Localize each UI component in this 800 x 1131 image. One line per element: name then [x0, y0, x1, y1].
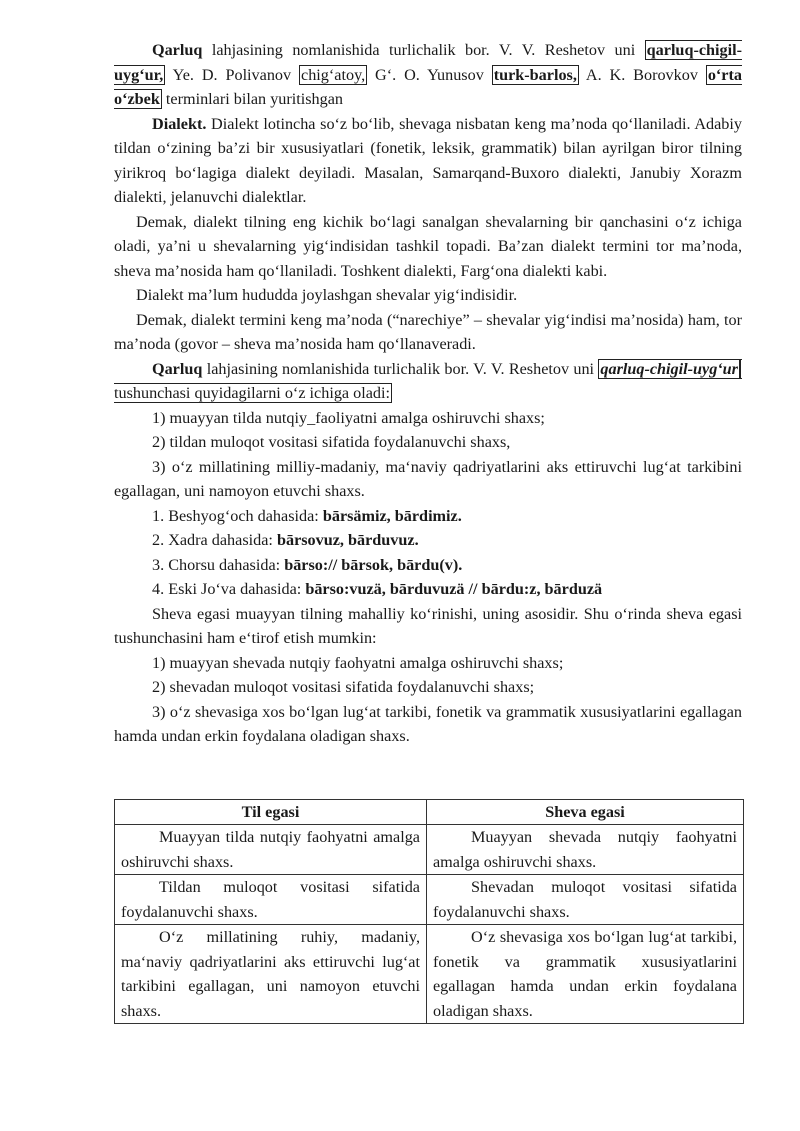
table-cell: Muayyan tilda nutqiy faohyatni amalga oshiruvchi shaxs.	[115, 825, 427, 875]
paragraph-sheva-egasi: Sheva egasi muayyan tilning mahalliy ko‘rinishi, uning asosidir. Shu o‘rinda sheva egasi tushunchasini ham e‘tirof etish mumkin:	[114, 604, 742, 647]
table-header-row	[115, 799, 744, 825]
table-row	[115, 825, 744, 875]
spacer	[114, 749, 742, 799]
dialect-example: 2. Xadra dahasida: bārsovuz, bārduvuz.	[152, 531, 419, 549]
table-row	[115, 925, 744, 1024]
paragraph-dialekt-definition: Dialekt. Dialekt lotincha so‘z bo‘lib, shevaga nisbatan keng ma’noda qo‘llaniladi. Adabiy tildan o‘zining ba’zi bir xususiyatlari (fonetik, leksik, grammatik) bilan ayrilgan biror tilning yirikroq bo‘lagiga dialekt deyiladi. Masalan, Samarqand-Buxoro dialekti, Janubiy Xorazm dialekti, jelanuvchi dialektlar.	[114, 114, 742, 206]
table-row	[115, 875, 744, 925]
boxed-term-chigatoy: chig‘atoy,	[301, 65, 366, 84]
list-item: 1) muayyan shevada nutqiy faohyatni amalga oshiruvchi shaxs;	[152, 653, 564, 672]
term-dialekt: Dialekt.	[152, 114, 207, 133]
paragraph-qarluq-tushunchasi: Qarluq lahjasining nomlanishida turlichalik bor. V. V. Reshetov uni qarluq-chigil-uyg‘ur tushunchasi quyidagilarni o‘z ichiga oladi:	[114, 357, 742, 406]
boxed-term-qarluq-chigil-uygur-2: qarluq-chigil-uyg‘ur	[600, 359, 738, 378]
boxed-term-orta-ozbek: o‘rta o‘zbek	[114, 65, 742, 108]
table-header-til-egasi: Til egasi	[115, 799, 427, 825]
boxed-term-qarluq-chigil-uygur: qarluq-chigil-uyg‘ur,	[114, 41, 742, 84]
dialect-example: 4. Eski Jo‘va dahasida: bārso:vuzä, bārduvuzä // bārdu:z, bārduzä	[152, 580, 603, 598]
dialect-example: 1. Beshyog‘och dahasida: bārsämiz, bārdimiz.	[152, 506, 462, 525]
list-item: 1) muayyan tilda nutqiy_faoliyatni amalga oshiruvchi shaxs;	[152, 408, 545, 427]
document-page	[114, 38, 742, 1024]
paragraph-demak-dialekt: Demak, dialekt tilning eng kichik bo‘lagi sanalgan shevalarning bir qanchasini o‘z ichiga oladi, ya’ni u shevalarning yig‘indisidan tashkil topadi. Ba’zan dialekt termini tor ma’noda, sheva ma’nosida ham qo‘llaniladi. Toshkent dialekti, Farg‘ona dialekti kabi.	[114, 212, 742, 280]
table-cell: Muayyan shevada nutqiy faohyatni amalga oshiruvchi shaxs.	[427, 825, 744, 875]
table-cell: O‘z millatining ruhiy, madaniy, ma‘naviy qadriyatlarini aks ettiruvchi lug‘at tarkibini egallagan, uni namoyon etuvchi shaxs.	[115, 925, 427, 1024]
paragraph-qarluq-terms: Qarluq lahjasining nomlanishida turlichalik bor. V. V. Reshetov uni qarluq-chigil-uyg‘ur, Ye. D. Polivanov chig‘atoy, G‘. O. Yunusov turk-barlos, A. K. Borovkov o‘rta o‘zbek terminlari bilan yuritishgan	[114, 41, 742, 108]
table-cell: Shevadan muloqot vositasi sifatida foydalanuvchi shaxs.	[427, 875, 744, 925]
list-item: 2) tildan muloqot vositasi sifatida foydalanuvchi shaxs,	[152, 433, 511, 451]
term-qarluq: Qarluq	[152, 41, 203, 59]
boxed-term-turk-barlos: turk-barlos,	[493, 65, 577, 84]
paragraph-demak-termini: Demak, dialekt termini keng ma’noda (“narechiye” – shevalar yig‘indisi ma’nosida) ham, tor ma’noda (govor – sheva ma’nosida ham qo‘llanaveradi.	[114, 310, 742, 353]
list-item: 3) o‘z shevasiga xos bo‘lgan lug‘at tarkibi, fonetik va grammatik xususiyatlarini egallagan hamda undan erkin foydalana oladigan shaxs.	[114, 702, 742, 745]
boxed-tushunchasi: tushunchasi quyidagilarni o‘z ichiga oladi:	[114, 359, 742, 404]
list-item: 2) shevadan muloqot vositasi sifatida foydalanuvchi shaxs;	[152, 678, 535, 696]
term-qarluq-2: Qarluq	[152, 359, 203, 378]
paragraph-dialekt-malum: Dialekt ma’lum hududda joylashgan shevalar yig‘indisidir.	[136, 286, 518, 304]
comparison-table	[114, 799, 744, 1025]
list-item: 3) o‘z millatining milliy-madaniy, ma‘naviy qadriyatlarini aks ettiruvchi lug‘at tarkibini egallagan, uni namoyon etuvchi shaxs.	[114, 457, 742, 500]
dialect-example: 3. Chorsu dahasida: bārso:// bārsok, bārdu(v).	[152, 555, 463, 574]
table-cell: Tildan muloqot vositasi sifatida foydalanuvchi shaxs.	[115, 875, 427, 925]
table-cell: O‘z shevasiga xos bo‘lgan lug‘at tarkibi, fonetik va grammatik xususiyatlarini egallagan hamda undan erkin foydalana oladigan shaxs.	[427, 925, 744, 1024]
table-header-sheva-egasi: Sheva egasi	[427, 799, 744, 825]
